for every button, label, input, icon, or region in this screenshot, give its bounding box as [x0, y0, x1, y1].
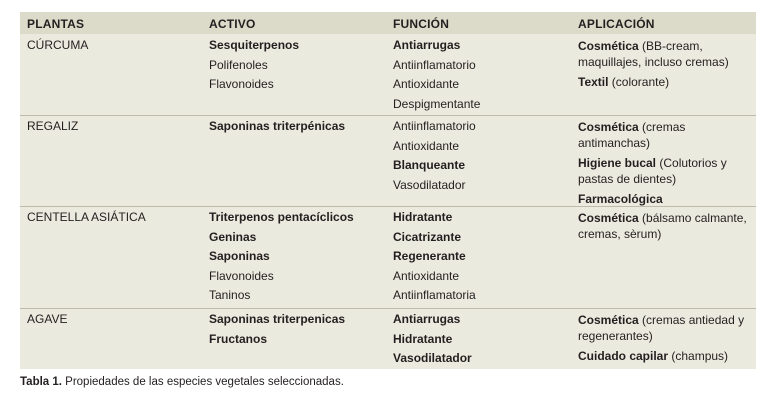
table-row: [20, 36, 756, 117]
aplicacion-item: [578, 348, 750, 364]
aplicacion-item: [578, 74, 750, 90]
activo-item: Saponinas: [209, 249, 270, 263]
plant-name: CENTELLA ASIÁTICA: [27, 210, 146, 224]
activo-item: Polifenoles: [209, 57, 268, 72]
funcion-item: Regenerante: [393, 249, 466, 263]
activo-item: Saponinas triterpénicas: [209, 119, 346, 133]
table-caption: [20, 376, 344, 388]
aplicacion-category: Higiene bucal: [578, 156, 657, 170]
funcion-item: Cicatrizante: [393, 229, 462, 244]
activo-item: Taninos: [209, 288, 251, 302]
header-aplicacion: APLICACIÓN: [578, 17, 655, 31]
row-separator: [20, 115, 756, 116]
aplicacion-detail: (champus): [668, 349, 729, 363]
aplicacion-category: Cosmética: [578, 211, 639, 225]
header-funcion: FUNCIÓN: [393, 17, 450, 31]
funcion-item: Antiarrugas: [393, 38, 461, 52]
activo-item: Saponinas triterpenicas: [209, 312, 346, 326]
aplicacion-category: Farmacológica: [578, 192, 663, 206]
cell-plant: [27, 208, 146, 228]
activo-item: Flavonoides: [209, 268, 274, 283]
funcion-item: Despigmentante: [393, 96, 481, 111]
aplicacion-item: [578, 210, 750, 242]
activo-item: Flavonoides: [209, 77, 274, 91]
cell-aplicacion: [578, 117, 750, 211]
aplicacion-detail: (cremas antimanchas): [578, 120, 686, 150]
funcion-item: Vasodilatador: [393, 351, 472, 365]
funcion-item: Antioxidante: [393, 77, 460, 91]
table-header: [20, 12, 756, 34]
aplicacion-category: Cosmética: [578, 39, 639, 53]
aplicacion-detail: (colorante): [608, 75, 670, 89]
cell-funcion: [393, 208, 476, 306]
cell-aplicacion: [578, 36, 750, 94]
funcion-item: Hidratante: [393, 331, 453, 346]
funcion-item: Antioxidante: [393, 138, 460, 153]
aplicacion-item: [578, 191, 750, 207]
aplicacion-detail: (BB-cream, maquillajes, incluso cremas): [578, 39, 729, 69]
funcion-item: Antiinflamatorio: [393, 119, 476, 133]
cell-plant: [27, 117, 78, 137]
cell-aplicacion: [578, 310, 750, 368]
funcion-item: Blanqueante: [393, 158, 466, 172]
funcion-item: Antioxidante: [393, 268, 460, 283]
funcion-item: Hidratante: [393, 210, 453, 224]
header-plantas: PLANTAS: [27, 17, 85, 31]
cell-funcion: [393, 117, 476, 195]
aplicacion-category: Cuidado capilar: [578, 349, 669, 363]
plant-name: AGAVE: [27, 312, 68, 326]
cell-plant: [27, 36, 88, 56]
table-row: [20, 117, 756, 208]
activo-item: Geninas: [209, 229, 257, 244]
funcion-item: Vasodilatador: [393, 177, 466, 192]
aplicacion-detail: (cremas antiedad y regenerantes): [578, 313, 745, 343]
header-activo: ACTIVO: [209, 17, 256, 31]
row-separator: [20, 206, 756, 207]
activo-item: Triterpenos pentacíclicos: [209, 210, 354, 224]
cell-activo: [209, 208, 354, 306]
table-row: [20, 310, 756, 369]
row-separator: [20, 308, 756, 309]
aplicacion-category: Cosmética: [578, 313, 639, 327]
aplicacion-item: [578, 155, 750, 187]
cell-activo: [209, 310, 345, 349]
funcion-item: Antiinflamatoria: [393, 288, 476, 302]
plant-name: CÚRCUMA: [27, 38, 89, 52]
funcion-item: Antiarrugas: [393, 312, 461, 326]
aplicacion-detail: (Colutorios y pastas de dientes): [578, 156, 727, 186]
cell-activo: [209, 36, 299, 95]
activo-item: Sesquiterpenos: [209, 38, 300, 52]
aplicacion-detail: (bálsamo calmante, cremas, sèrum): [578, 211, 747, 241]
cell-plant: [27, 310, 67, 330]
plant-name: REGALIZ: [27, 119, 79, 133]
funcion-item: Antiinflamatorio: [393, 57, 476, 72]
cell-funcion: [393, 36, 480, 114]
aplicacion-item: [578, 312, 750, 344]
cell-funcion: [393, 310, 472, 369]
cell-aplicacion: [578, 208, 750, 246]
caption-label: Tabla 1.: [20, 376, 62, 388]
aplicacion-category: Textil: [578, 75, 609, 89]
aplicacion-item: [578, 38, 750, 70]
aplicacion-item: [578, 119, 750, 151]
table-row: [20, 208, 756, 310]
properties-table: [20, 12, 756, 369]
activo-item: Fructanos: [209, 331, 268, 346]
aplicacion-category: Cosmética: [578, 120, 639, 134]
cell-activo: [209, 117, 345, 137]
caption-text: Propiedades de las especies vegetales seleccionadas.: [61, 376, 344, 388]
